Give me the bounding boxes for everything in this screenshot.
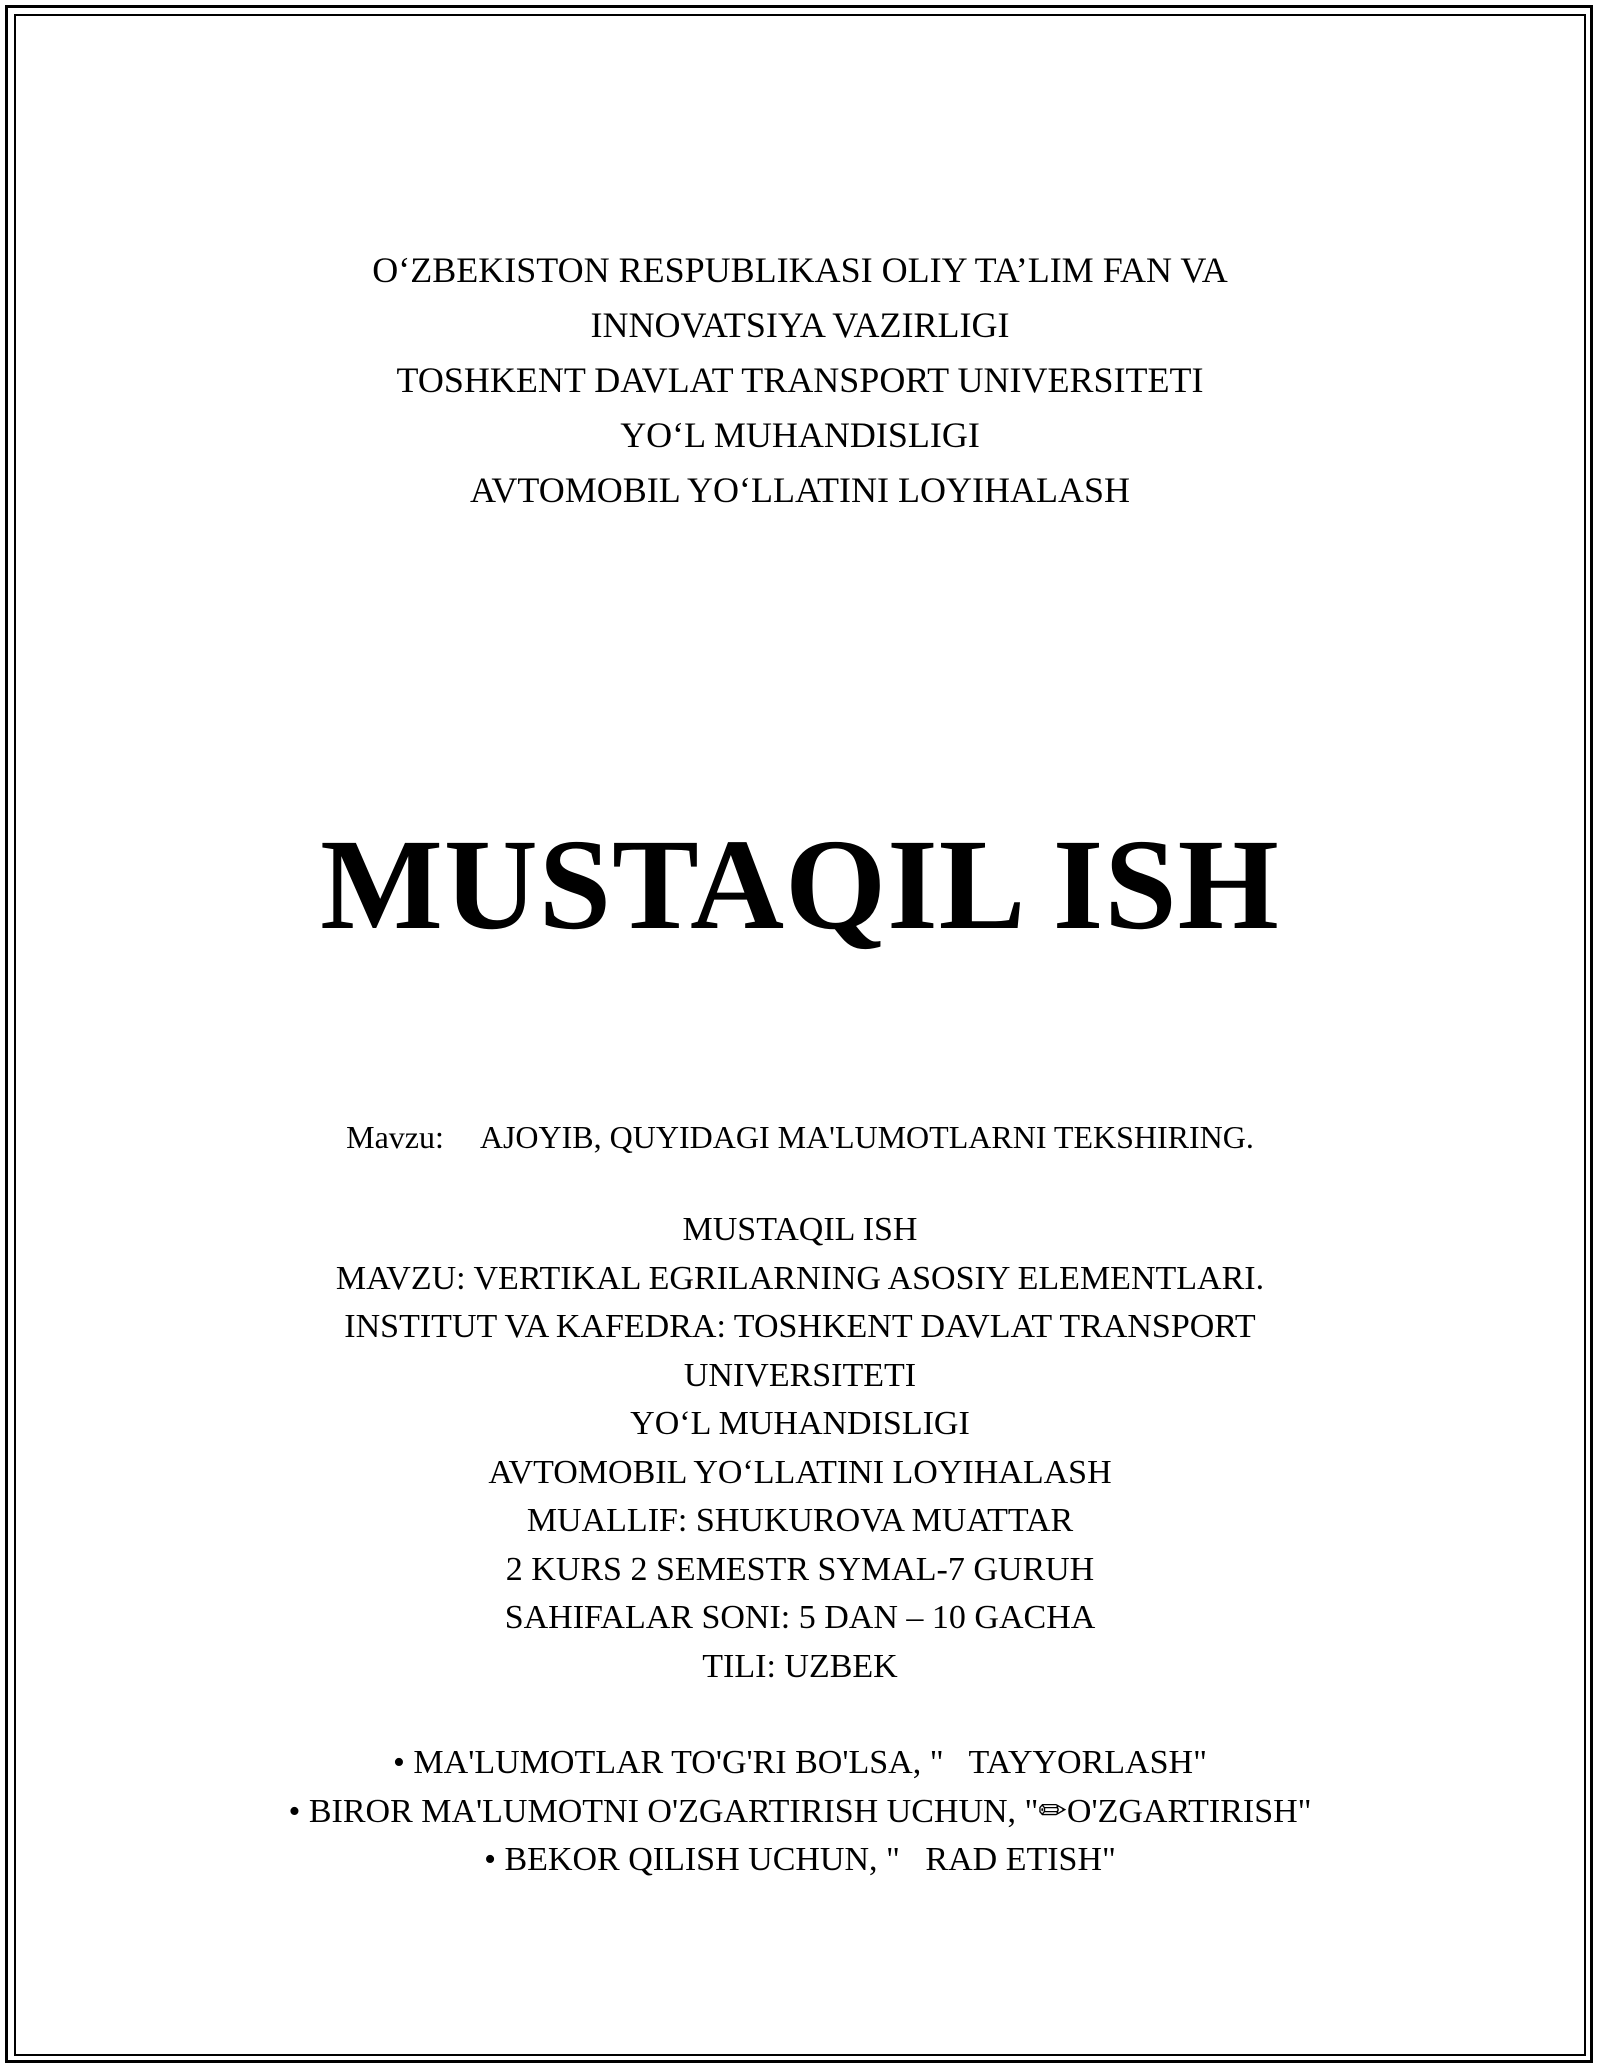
- details-line: MUSTAQIL ISH: [682, 1211, 918, 1248]
- header-line: O‘ZBEKISTON RESPUBLIKASI OLIY TA’LIM FAN VA: [372, 250, 1228, 290]
- option-line: • BEKOR QILISH UCHUN, " RAD ETISH": [484, 1841, 1116, 1878]
- option-line: • MA'LUMOTLAR TO'G'RI BO'LSA, " TAYYORLASH": [393, 1744, 1207, 1781]
- details-line: SAHIFALAR SONI: 5 DAN – 10 GACHA: [504, 1599, 1096, 1636]
- document-title: MUSTAQIL ISH: [320, 813, 1280, 957]
- header-line: YO‘L MUHANDISLIGI: [620, 415, 980, 455]
- details-line: YO‘L MUHANDISLIGI: [630, 1405, 970, 1442]
- details-line: UNIVERSITETI: [683, 1356, 917, 1394]
- details-line: MAVZU: VERTIKAL EGRILARNING ASOSIY ELEMENTLARI.: [335, 1259, 1265, 1297]
- topic-line: [0, 1113, 1600, 1161]
- header-line: TOSHKENT DAVLAT TRANSPORT UNIVERSITETI: [396, 360, 1204, 400]
- option-line: • BIROR MA'LUMOTNI O'ZGARTIRISH UCHUN, "✏O'ZGARTIRISH": [288, 1792, 1312, 1830]
- topic-label: Mavzu:: [346, 1119, 444, 1155]
- institution-header: [0, 243, 1600, 518]
- topic-value: AJOYIB, QUYIDAGI MA'LUMOTLARNI TEKSHIRING.: [479, 1119, 1254, 1155]
- details-line: MUALLIF: SHUKUROVA MUATTAR: [526, 1502, 1074, 1539]
- details-line: 2 KURS 2 SEMESTR SYMAL-7 GURUH: [505, 1550, 1095, 1588]
- details-line: INSTITUT VA KAFEDRA: TOSHKENT DAVLAT TRANSPORT: [344, 1308, 1256, 1345]
- details-line: TILI: UZBEK: [702, 1647, 898, 1685]
- header-line: AVTOMOBIL YO‘LLATINI LOYIHALASH: [470, 470, 1130, 510]
- details-line: AVTOMOBIL YO‘LLATINI LOYIHALASH: [488, 1453, 1112, 1491]
- header-line: INNOVATSIYA VAZIRLIGI: [590, 305, 1010, 345]
- work-details: [0, 1206, 1600, 1691]
- action-options: [0, 1739, 1600, 1885]
